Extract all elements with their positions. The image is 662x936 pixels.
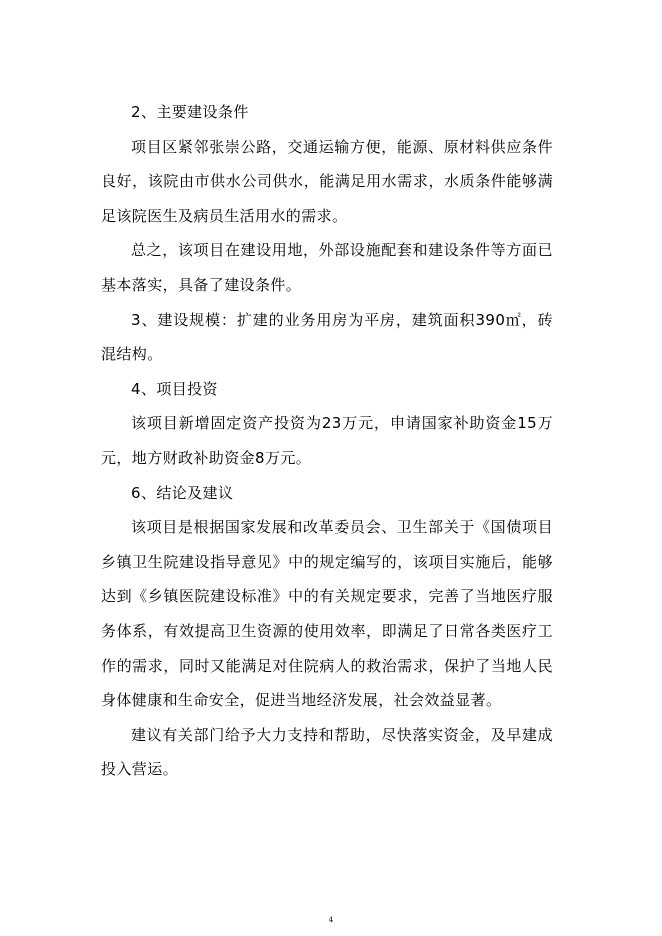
- page-number: 4: [328, 916, 334, 924]
- section-heading-construction-conditions: 2、主要建设条件: [131, 103, 249, 121]
- document-body: [101, 95, 553, 787]
- paragraph-investment: 该项目新增固定资产投资为23万元，申请国家补助资金15万元，地方财政补助资金8万元。: [101, 414, 553, 467]
- section-heading-investment: 4、项目投资: [131, 379, 218, 398]
- paragraph-summary-conditions: 总之，该项目在建设用地，外部设施配套和建设条件等方面已基本落实，具备了建设条件。: [101, 241, 553, 294]
- paragraph-construction-scale: 3、建设规模：扩建的业务用房为平房，建筑面积390㎡，砖混结构。: [101, 310, 553, 364]
- paragraph-recommendation: 建议有关部门给予大力支持和帮助，尽快落实资金，及早建成投入营运。: [101, 725, 553, 779]
- paragraph-conclusion: 该项目是根据国家发展和改革委员会、卫生部关于《国债项目乡镇卫生院建设指导意见》中的规定编写的，该项目实施后，能够达到《乡镇医院建设标准》中的有关规定要求，完善了当地医疗服务体系，有效提高卫生资源的使用效率，即满足了日常各类医疗工作的需求，同时又能满足对住院病人的救治需求，保护了当地人民身体健康和生命安全，促进当地经济发展，社会效益显著。: [101, 518, 553, 710]
- section-heading-conclusion: 6、结论及建议: [131, 483, 234, 502]
- paragraph-location-conditions: 项目区紧邻张崇公路，交通运输方便，能源、原材料供应条件良好，该院由市供水公司供水，能满足用水需求，水质条件能够满足该院医生及病员生活用水的需求。: [101, 137, 553, 225]
